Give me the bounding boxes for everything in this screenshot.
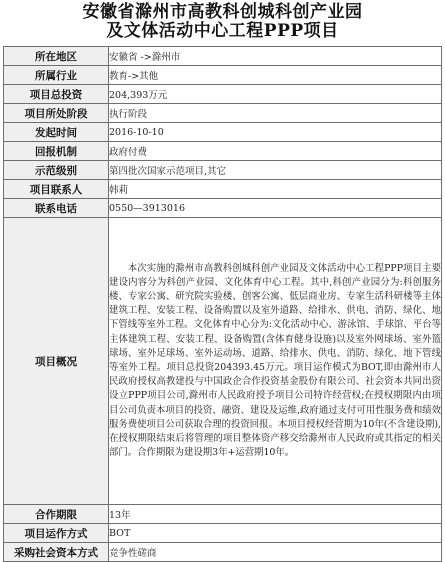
value-return-mechanism: 政府付费: [109, 142, 442, 161]
table-row: [4, 47, 442, 66]
label-operation-mode: 项目运作方式: [4, 524, 109, 543]
label-industry: 所属行业: [4, 66, 109, 85]
label-start-date: 发起时间: [4, 123, 109, 142]
value-operation-mode: BOT: [109, 524, 442, 543]
label-return-mechanism: 回报机制: [4, 142, 109, 161]
table-row: [4, 66, 442, 85]
label-total-investment: 项目总投资: [4, 85, 109, 104]
value-start-date: 2016-10-10: [109, 123, 442, 142]
value-procurement-method: 竞争性磋商: [109, 543, 442, 562]
value-total-investment: 204,393万元: [109, 85, 442, 104]
label-demo-level: 示范级别: [4, 161, 109, 180]
table-row: [4, 123, 442, 142]
page-title: [0, 0, 445, 43]
table-row: [4, 142, 442, 161]
label-contact-person: 项目联系人: [4, 180, 109, 199]
table-row: [4, 161, 442, 180]
value-industry: 教育->其他: [109, 66, 442, 85]
table-row: [4, 104, 442, 123]
label-region: 所在地区: [4, 47, 109, 66]
table-row: [4, 543, 442, 562]
value-phone: 0550—3913016: [109, 199, 442, 218]
value-demo-level: 第四批次国家示范项目,其它: [109, 161, 442, 180]
label-phone: 联系电话: [4, 199, 109, 218]
project-info-table: [3, 46, 442, 562]
table-row: [4, 505, 442, 524]
label-cooperation-period: 合作期限: [4, 505, 109, 524]
label-overview: 项目概况: [4, 218, 109, 505]
value-cooperation-period: 13年: [109, 505, 442, 524]
table-row: [4, 218, 442, 505]
value-contact-person: 韩莉: [109, 180, 442, 199]
title-line-1: 安徽省滁州市高教科创城科创产业园: [82, 2, 363, 22]
title-line-2: 及文体活动中心工程PPP项目: [106, 21, 339, 41]
value-region: 安徽省 ->滁州市: [109, 47, 442, 66]
value-stage: 执行阶段: [109, 104, 442, 123]
table-row: [4, 199, 442, 218]
table-row: [4, 180, 442, 199]
value-overview: 本次实施的滁州市高教科创城科创产业园及文体活动中心工程PPP项目主要建设内容分为科创产业园、文化体育中心工程。其中,科创产业园分为:科创服务楼、专家公寓、研究院实验楼、创客公寓、低层商业房、专家生活科研楼等主体建筑工程、安装工程、设备购置以及室外道路、给排水、供电、消防、绿化、地下管线等室外工程。文化体育中心分为:文化活动中心、游泳馆、手球馆、平台等主体建筑工程、安装工程、设备购置(含体育健身设施)以及室外网球场、室外篮球场、室外足球场、室外运动场、道路、给排水、供电、消防、绿化、地下管线等室外工程。项目总投资204393.45万元。项目运作模式为BOT,即由滁州市人民政府授权高教建投与中国政企合作投资基金股份有限公司、社会资本共同出资设立PPP项目公司,滁州市人民政府授予项目公司特许经营权;在授权期限内由项目公司负责本项目的投资、融资、建设及运维,政府通过支付可用性服务费和绩效服务费使项目公司获取合理的投资回报。本项目授权经营期为10年(不含建设期),在授权期限结束后将管理的项目整体资产移交给滁州市人民政府或其指定的相关部门。合作期限为建设期3年+运营期10年。: [109, 218, 442, 505]
table-row: [4, 524, 442, 543]
table-row: [4, 85, 442, 104]
label-stage: 项目所处阶段: [4, 104, 109, 123]
label-procurement-method: 采购社会资本方式: [4, 543, 109, 562]
